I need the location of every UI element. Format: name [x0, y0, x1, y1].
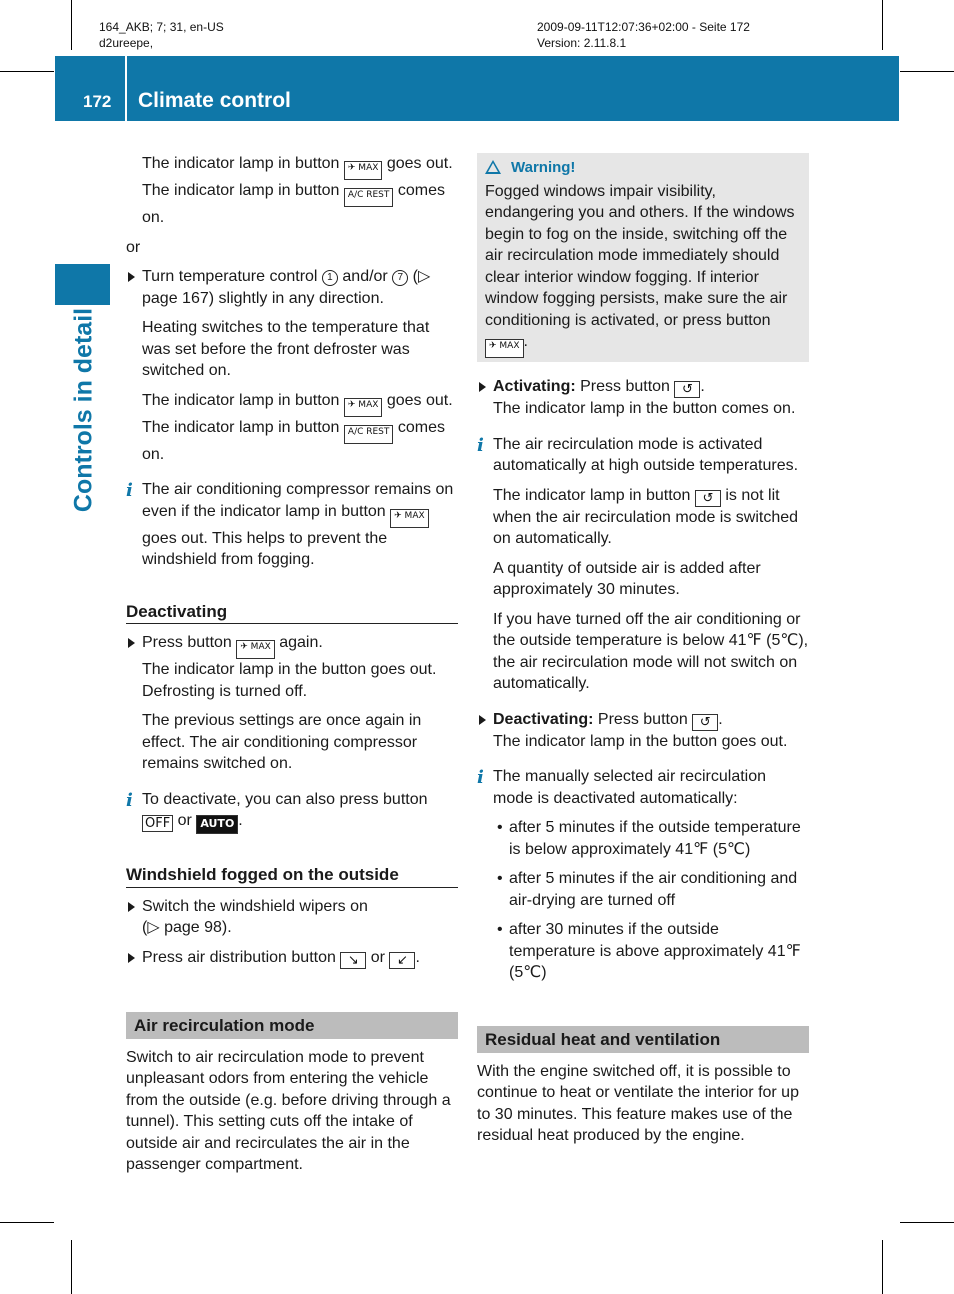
step: Press air distribution button ↘ or ↙ .: [126, 947, 458, 969]
page-number: 172: [83, 92, 112, 111]
defrost-max-icon: ✈ MAX: [390, 509, 429, 528]
air-distribution-icon: ↘: [340, 952, 366, 969]
paragraph: Switch to air recirculation mode to prevent unpleasant odors from entering the vehicle from the outside (e.g. before driving through a tunnel). This setting cuts off the intake of outside air and recirculates the air in the passenger compartment.: [126, 1048, 451, 1173]
step: Turn temperature control 1 and/or 7 (▷ page 167) slightly in any direction.: [126, 266, 458, 309]
section-heading-residual-heat: Residual heat and ventilation: [477, 1026, 809, 1053]
paragraph: The previous settings are once again in effect. The air conditioning compressor remains switched on.: [142, 712, 422, 772]
paragraph: If you have turned off the air conditioning or the outside temperature is below 41℉ (5℃), the air recirculation mode will not switch on automatically.: [493, 610, 809, 692]
defrost-max-icon: ✈ MAX: [485, 339, 524, 358]
list-item: • after 30 minutes if the outside temperature is above approximately 41℉ (5℃): [477, 919, 809, 984]
list-item: • after 5 minutes if the outside temperature is below approximately 41℉ (5℃): [477, 817, 809, 860]
info-icon: i: [126, 480, 133, 501]
side-tab: [55, 264, 110, 305]
warning-box: [477, 153, 809, 362]
defrost-max-icon: ✈ MAX: [344, 161, 383, 180]
info-icon: i: [477, 434, 484, 456]
crop-mark: [71, 1240, 72, 1294]
step: Deactivating: Press button ↺ . The indicator lamp in the button goes out.: [477, 709, 809, 753]
left-column: [126, 153, 458, 1176]
section-heading-air-recirculation: Air recirculation mode: [126, 1012, 458, 1039]
off-button-icon: OFF: [142, 815, 173, 832]
right-column: [477, 153, 809, 1147]
crop-mark: [882, 1240, 883, 1294]
info-note: i The air recirculation mode is activated automatically at high outside temperatures.: [477, 434, 799, 474]
recirculation-icon: ↺: [674, 381, 700, 398]
info-note: i The air conditioning compressor remains on even if the indicator lamp in button ✈ MAX goes out. This helps to prevent the windshield from fogging.: [126, 480, 454, 568]
auto-button-icon: AUTO: [196, 815, 238, 834]
info-note: i To deactivate, you can also press button OFF or AUTO .: [126, 789, 458, 835]
subheading-windshield-fogged: Windshield fogged on the outside: [126, 864, 458, 888]
crop-mark: [882, 0, 883, 50]
info-note: i The manually selected air recirculation mode is deactivated automatically:: [477, 767, 767, 807]
paragraph: Heating switches to the temperature that was set before the front defroster was switched on.: [142, 319, 430, 379]
paragraph: The indicator lamp in button ✈ MAX goes out. The indicator lamp in button A/C REST comes on.: [142, 155, 453, 226]
print-meta-left: [99, 19, 224, 51]
crop-mark: [900, 1222, 954, 1223]
crop-mark: [0, 71, 54, 72]
list-item: • after 5 minutes if the air conditioning and air-drying are turned off: [477, 868, 809, 911]
recirculation-icon: ↺: [692, 714, 718, 731]
ac-rest-icon: A/C REST: [344, 425, 393, 444]
warning-text: Fogged windows impair visibility, endangering you and others. If the windows begin to fog on the inside, switching off the air recirculation mode immediately should clear interior window fogging. If interior window fogging persists, make sure the air conditioning is activated, or press button ✈ MAX .: [485, 181, 801, 359]
air-distribution-icon: ↙: [389, 952, 415, 969]
or-text: or: [126, 238, 141, 256]
side-section-label: Controls in detail: [69, 307, 98, 513]
header-separator: [125, 56, 127, 121]
meta-line: 164_AKB; 7; 31, en-US: [99, 20, 224, 34]
crop-mark: [71, 0, 72, 50]
crop-mark: [0, 1222, 54, 1223]
paragraph: With the engine switched off, it is possible to continue to heat or ventilate the interior for up to 30 minutes. This feature makes use of the residual heat produced by the engine.: [477, 1062, 799, 1144]
step: Press button ✈ MAX again. The indicator lamp in the button goes out. Defrosting is turned off.: [126, 632, 458, 702]
info-icon: i: [477, 767, 484, 788]
meta-line: d2ureepe,: [99, 36, 154, 50]
ac-rest-icon: A/C REST: [344, 188, 393, 207]
warning-title: Warning!: [485, 157, 801, 179]
defrost-max-icon: ✈ MAX: [236, 640, 275, 659]
meta-line: 2009-09-11T12:07:36+02:00 - Seite 172: [537, 20, 750, 34]
print-meta-right: [537, 19, 750, 51]
page-title: Climate control: [138, 89, 291, 112]
paragraph: The indicator lamp in button ↺ is not lit when the air recirculation mode is switched on automatically.: [493, 486, 799, 547]
step: Activating: Press button ↺ . The indicator lamp in the button comes on.: [477, 376, 809, 420]
info-icon: i: [126, 789, 133, 811]
meta-line: Version: 2.11.8.1: [537, 36, 627, 50]
circle-1-icon: 1: [322, 270, 338, 286]
recirculation-icon: ↺: [695, 490, 721, 507]
crop-mark: [900, 71, 954, 72]
warning-triangle-icon: [485, 160, 501, 174]
paragraph: The indicator lamp in button ✈ MAX goes out. The indicator lamp in button A/C REST comes on.: [142, 391, 453, 463]
defrost-max-icon: ✈ MAX: [344, 398, 383, 417]
subheading-deactivating: Deactivating: [126, 601, 458, 625]
circle-7-icon: 7: [392, 270, 408, 286]
paragraph: A quantity of outside air is added after approximately 30 minutes.: [493, 559, 761, 598]
step: Switch the windshield wipers on (▷ page 98).: [126, 896, 458, 939]
